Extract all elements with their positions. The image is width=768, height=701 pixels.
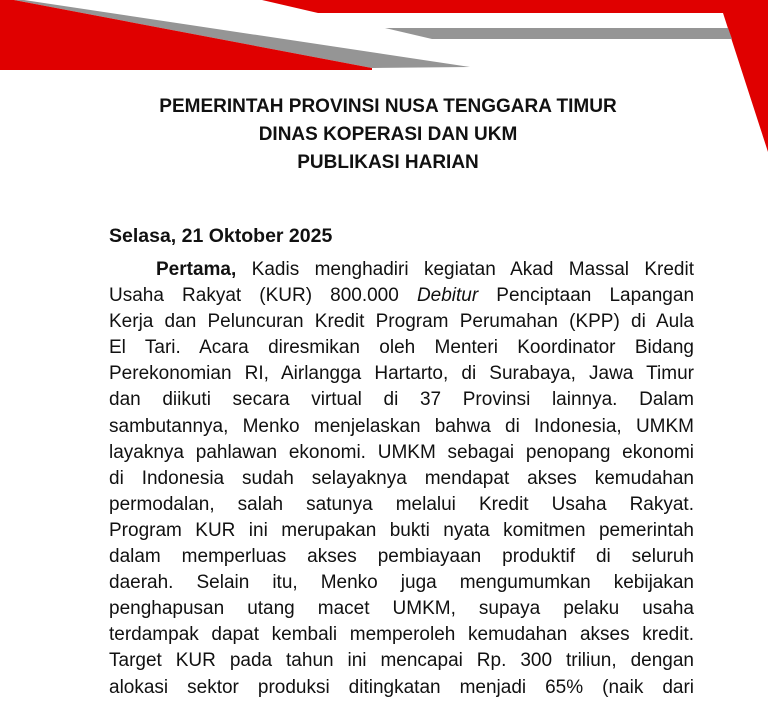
- body-line-text: sambutannya, Menko menjelaskan bahwa di Indonesia, UMKM: [109, 415, 694, 437]
- body-line: [109, 257, 694, 283]
- body-paragraph: [109, 257, 694, 701]
- body-line-text: Target KUR pada tahun ini mencapai Rp. 300 triliun, dengan: [109, 650, 694, 672]
- body-line: [109, 544, 694, 570]
- body-line-text: di Indonesia sudah selayaknya mendapat akses kemudahan: [109, 467, 694, 489]
- title-publication: PUBLIKASI HARIAN: [297, 152, 479, 173]
- body-line-text: dalam memperluas akses pembiayaan produktif di seluruh: [109, 546, 694, 568]
- body-line-text: El Tari. Acara diresmikan oleh Menteri Koordinator Bidang: [109, 337, 694, 359]
- top-red-band: [262, 0, 768, 13]
- body-line: [109, 675, 694, 701]
- body-line-text: penghapusan utang macet UMKM, supaya pelaku usaha: [109, 598, 694, 620]
- body-line: [109, 335, 694, 361]
- body-line: [109, 648, 694, 674]
- body-line-text: Perekonomian RI, Airlangga Hartarto, di Surabaya, Jawa Timur: [109, 363, 694, 385]
- body-line-text: Program KUR ini merupakan bukti nyata komitmen pemerintah: [109, 519, 694, 541]
- body-line: [109, 440, 694, 466]
- body-line: [109, 361, 694, 387]
- body-line: [109, 283, 694, 309]
- body-line-text: terdampak dapat kembali memperoleh kemudahan akses kredit.: [109, 624, 694, 646]
- letterhead-title: [0, 93, 768, 177]
- title-department: DINAS KOPERASI DAN UKM: [258, 124, 518, 145]
- body-line: [109, 622, 694, 648]
- body-line-text: Pertama, Kadis menghadiri kegiatan Akad Massal Kredit: [156, 259, 694, 280]
- body-line-text: daerah. Selain itu, Menko juga mengumumkan kebijakan: [109, 572, 694, 594]
- lead-word: Pertama,: [156, 259, 237, 280]
- gray-stripe: [385, 28, 732, 39]
- title-government: PEMERINTAH PROVINSI NUSA TENGGARA TIMUR: [159, 96, 617, 117]
- body-line: [109, 309, 694, 335]
- body-line-text: Kerja dan Peluncuran Kredit Program Perumahan (KPP) di Aula: [109, 311, 694, 333]
- body-line-text: alokasi sektor produksi ditingkatan menjadi 65% (naik dari: [109, 676, 694, 698]
- body-line: [109, 518, 694, 544]
- body-line: [109, 387, 694, 413]
- italic-term: Debitur: [416, 285, 479, 307]
- body-line: [109, 414, 694, 440]
- body-line: [109, 466, 694, 492]
- body-line-text: permodalan, salah satunya melalui Kredit Usaha Rakyat.: [109, 493, 694, 515]
- body-line-text: Usaha Rakyat (KUR) 800.000 Debitur Penciptaan Lapangan: [109, 285, 695, 307]
- body-line-text: layaknya pahlawan ekonomi. UMKM sebagai penopang ekonomi: [109, 441, 694, 463]
- document-date: Selasa, 21 Oktober 2025: [109, 225, 333, 247]
- body-line: [109, 492, 694, 518]
- body-line: [109, 570, 694, 596]
- body-line: [109, 596, 694, 622]
- body-line-text: dan diikuti secara virtual di 37 Provinsi lainnya. Dalam: [109, 389, 694, 411]
